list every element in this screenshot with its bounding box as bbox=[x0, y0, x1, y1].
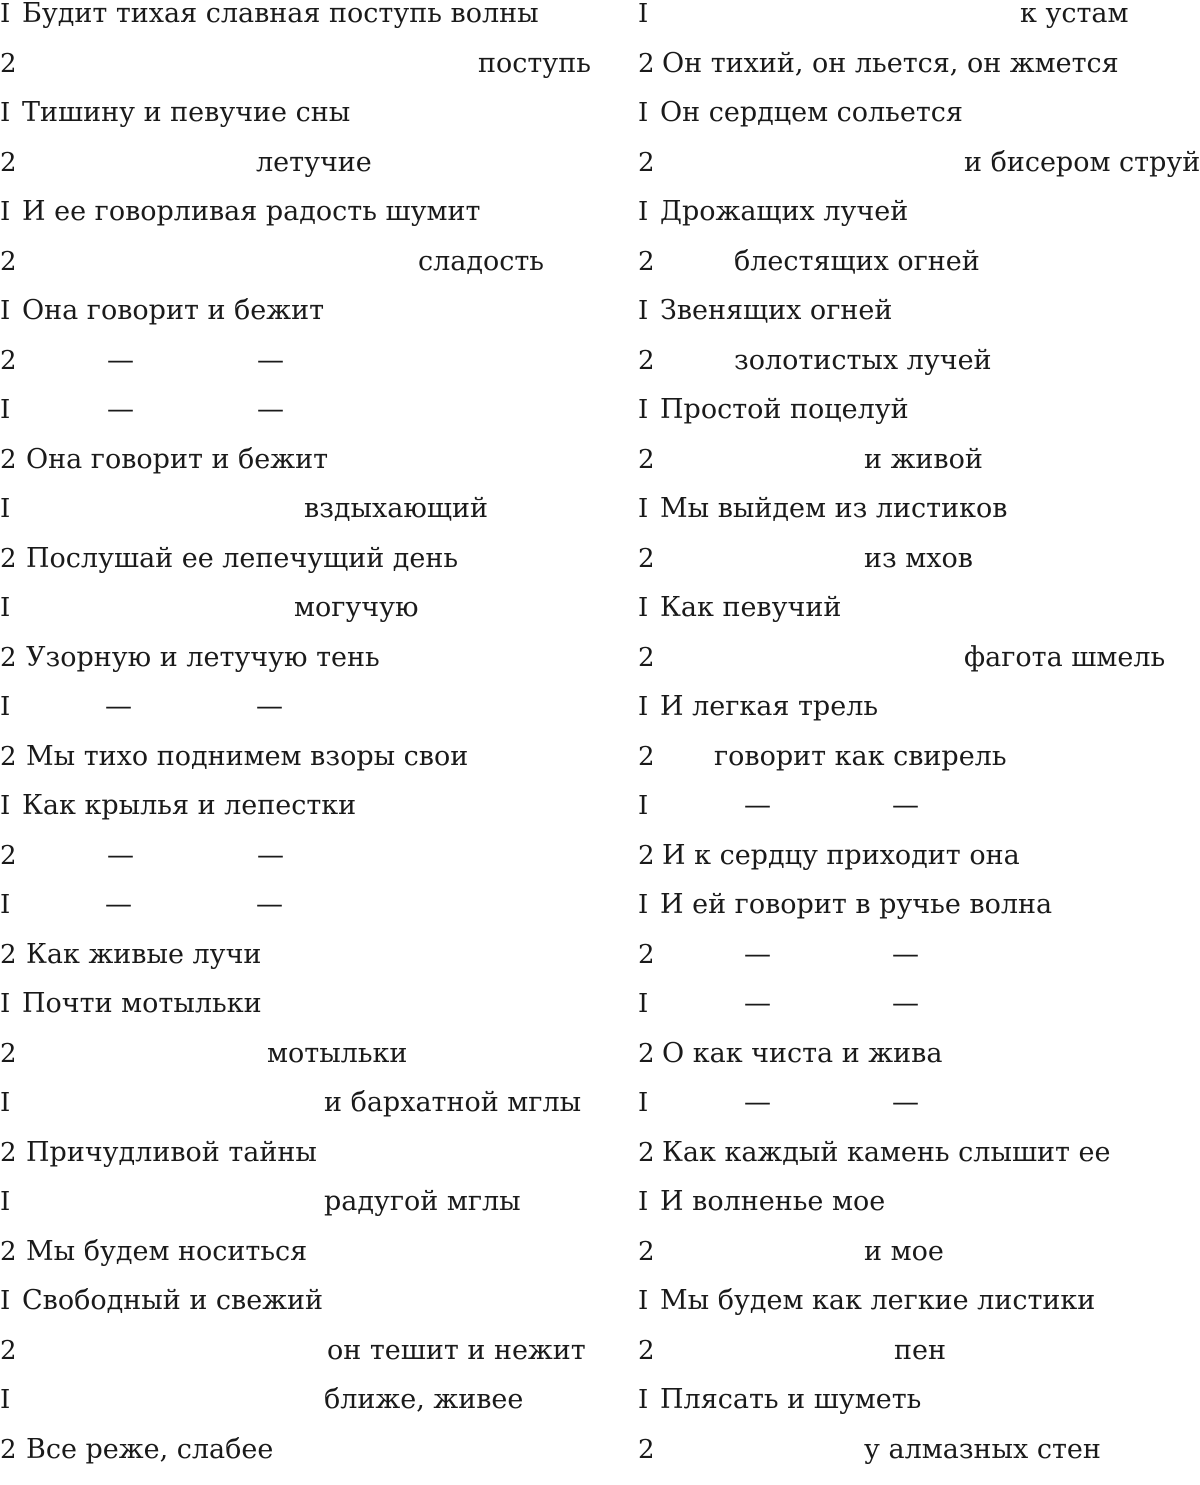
line-text: Звенящих огней bbox=[660, 295, 893, 326]
line-text: сладость bbox=[418, 245, 545, 277]
poem-line bbox=[0, 542, 459, 594]
poem-line bbox=[0, 889, 283, 940]
poem-line bbox=[0, 146, 372, 198]
speaker-number: I bbox=[638, 395, 649, 425]
line-text: и бархатной мглы bbox=[324, 1087, 582, 1118]
speaker-number: I bbox=[638, 1385, 649, 1415]
poem-line bbox=[638, 1087, 919, 1138]
line-text: блестящих огней bbox=[734, 245, 980, 277]
line-text: мотыльки bbox=[267, 1037, 408, 1069]
speaker-number: 2 bbox=[0, 48, 17, 79]
line-text: — bbox=[107, 839, 134, 871]
poem-line bbox=[0, 245, 545, 297]
line-text: Он тихий, он льется, он жмется bbox=[662, 47, 1119, 79]
speaker-number: I bbox=[0, 1088, 11, 1118]
speaker-number: 2 bbox=[0, 840, 17, 871]
speaker-number: 2 bbox=[0, 741, 17, 772]
poem-line bbox=[0, 493, 488, 544]
poem-line bbox=[638, 790, 919, 841]
line-text: — bbox=[105, 889, 132, 920]
poem-line bbox=[0, 839, 284, 891]
poem-line bbox=[0, 97, 351, 148]
speaker-number: 2 bbox=[638, 1137, 655, 1168]
speaker-number: 2 bbox=[638, 1335, 655, 1366]
line-text: Дрожащих лучей bbox=[660, 196, 909, 227]
speaker-number: I bbox=[0, 692, 11, 722]
line-text: пен bbox=[894, 1334, 946, 1366]
poem-line bbox=[638, 740, 1007, 792]
speaker-number: I bbox=[638, 98, 649, 128]
speaker-number: I bbox=[638, 0, 649, 29]
speaker-number: I bbox=[638, 494, 649, 524]
line-text: вздыхающий bbox=[304, 493, 488, 524]
line-text: летучие bbox=[256, 146, 372, 178]
speaker-number: I bbox=[638, 296, 649, 326]
poem-line bbox=[0, 47, 591, 99]
line-text: Плясать и шуметь bbox=[660, 1384, 922, 1415]
line-text: Мы тихо поднимем взоры свои bbox=[26, 740, 469, 772]
line-text: — bbox=[744, 1087, 771, 1118]
speaker-number: I bbox=[638, 989, 649, 1019]
poem-line bbox=[0, 691, 283, 742]
poem-line bbox=[638, 1037, 943, 1089]
speaker-number: 2 bbox=[638, 1236, 655, 1267]
line-text: золотистых лучей bbox=[734, 344, 992, 376]
line-text: — bbox=[892, 938, 919, 970]
line-text: Все реже, слабее bbox=[26, 1433, 274, 1465]
poem-line bbox=[638, 938, 919, 990]
speaker-number: I bbox=[0, 791, 11, 821]
poem-line bbox=[638, 394, 909, 445]
line-text: — bbox=[744, 938, 771, 970]
speaker-number: 2 bbox=[638, 1434, 655, 1465]
poem-line bbox=[638, 542, 973, 594]
line-text: Она говорит и бежит bbox=[22, 295, 325, 326]
poem-line bbox=[638, 1433, 1101, 1485]
line-text: к устам bbox=[1020, 0, 1129, 29]
line-text: — bbox=[892, 1087, 919, 1118]
speaker-number: I bbox=[0, 296, 11, 326]
poem-line bbox=[0, 295, 325, 346]
line-text: — bbox=[257, 394, 284, 425]
speaker-number: I bbox=[0, 890, 11, 920]
poem-line bbox=[0, 0, 539, 49]
poem-line bbox=[0, 394, 284, 445]
line-text: — bbox=[105, 691, 132, 722]
line-text: и живой bbox=[864, 443, 983, 475]
speaker-number: 2 bbox=[638, 444, 655, 475]
line-text: Он сердцем сольется bbox=[660, 97, 963, 128]
speaker-number: 2 bbox=[638, 642, 655, 673]
poem-line bbox=[638, 97, 963, 148]
poem-line bbox=[638, 1285, 1096, 1336]
poem-line bbox=[0, 790, 357, 841]
line-text: поступь bbox=[478, 47, 591, 79]
speaker-number: I bbox=[638, 890, 649, 920]
line-text: он тешит и нежит bbox=[327, 1334, 586, 1366]
speaker-number: I bbox=[0, 1187, 11, 1217]
poem-line bbox=[638, 691, 879, 742]
speaker-number: I bbox=[638, 1187, 649, 1217]
line-text: говорит как свирель bbox=[714, 740, 1007, 772]
speaker-number: 2 bbox=[638, 543, 655, 574]
line-text: и мое bbox=[864, 1235, 944, 1267]
speaker-number: 2 bbox=[0, 1236, 17, 1267]
speaker-number: I bbox=[638, 197, 649, 227]
line-text: радугой мглы bbox=[324, 1186, 521, 1217]
line-text: Будит тихая славная поступь волны bbox=[22, 0, 539, 29]
speaker-number: I bbox=[638, 1088, 649, 1118]
poem-line bbox=[638, 245, 980, 297]
line-text: — bbox=[107, 394, 134, 425]
speaker-number: 2 bbox=[638, 741, 655, 772]
line-text: могучую bbox=[294, 592, 419, 623]
line-text: И ей говорит в ручье волна bbox=[660, 889, 1053, 920]
speaker-number: I bbox=[0, 0, 11, 29]
line-text: ближе, живее bbox=[324, 1384, 524, 1415]
poem-line bbox=[0, 443, 329, 495]
speaker-number: 2 bbox=[638, 48, 655, 79]
speaker-number: 2 bbox=[0, 543, 17, 574]
speaker-number: I bbox=[0, 989, 11, 1019]
speaker-number: 2 bbox=[0, 246, 17, 277]
line-text: Мы будем носиться bbox=[26, 1235, 308, 1267]
poem-line bbox=[638, 295, 893, 346]
speaker-number: I bbox=[0, 1385, 11, 1415]
line-text: из мхов bbox=[864, 542, 973, 574]
poem-line bbox=[638, 196, 909, 247]
poem-line bbox=[0, 740, 469, 792]
poem-line bbox=[0, 1384, 524, 1435]
speaker-number: I bbox=[638, 692, 649, 722]
poem-line bbox=[0, 641, 380, 693]
line-text: — bbox=[744, 988, 771, 1019]
poem-line bbox=[638, 1186, 886, 1237]
line-text: — bbox=[744, 790, 771, 821]
line-text: Как певучий bbox=[660, 592, 842, 623]
speaker-number: I bbox=[0, 395, 11, 425]
line-text: Тишину и певучие сны bbox=[22, 97, 351, 128]
line-text: — bbox=[892, 988, 919, 1019]
line-text: — bbox=[256, 691, 283, 722]
poem-line bbox=[638, 988, 919, 1039]
line-text: О как чиста и жива bbox=[662, 1037, 943, 1069]
speaker-number: I bbox=[638, 791, 649, 821]
line-text: — bbox=[256, 889, 283, 920]
line-text: Узорную и летучую тень bbox=[26, 641, 380, 673]
speaker-number: 2 bbox=[0, 1038, 17, 1069]
poem-line bbox=[0, 344, 284, 396]
line-text: фагота шмель bbox=[964, 641, 1166, 673]
line-text: Как крылья и лепестки bbox=[22, 790, 357, 821]
line-text: — bbox=[892, 790, 919, 821]
poem-line bbox=[0, 1087, 582, 1138]
line-text: Простой поцелуй bbox=[660, 394, 909, 425]
line-text: Причудливой тайны bbox=[26, 1136, 317, 1168]
line-text: — bbox=[107, 344, 134, 376]
poem-line bbox=[638, 47, 1119, 99]
line-text: Послушай ее лепечущий день bbox=[26, 542, 459, 574]
speaker-number: I bbox=[0, 197, 11, 227]
poem-line bbox=[638, 1136, 1111, 1188]
speaker-number: I bbox=[638, 1286, 649, 1316]
line-text: И легкая трель bbox=[660, 691, 879, 722]
right-column bbox=[638, 0, 1200, 1465]
poem-line bbox=[638, 1384, 922, 1435]
poem-line bbox=[0, 196, 481, 247]
line-text: И волненье мое bbox=[660, 1186, 886, 1217]
line-text: Мы будем как легкие листики bbox=[660, 1285, 1096, 1316]
poem-line bbox=[0, 1433, 274, 1485]
speaker-number: I bbox=[0, 98, 11, 128]
speaker-number: 2 bbox=[638, 1038, 655, 1069]
poem-line bbox=[0, 1136, 317, 1188]
left-column bbox=[0, 0, 600, 1465]
line-text: — bbox=[257, 839, 284, 871]
poem-line bbox=[638, 146, 1200, 198]
speaker-number: I bbox=[0, 593, 11, 623]
poem-line bbox=[0, 592, 419, 643]
speaker-number: 2 bbox=[0, 345, 17, 376]
poem-line bbox=[638, 1235, 944, 1287]
speaker-number: 2 bbox=[0, 939, 17, 970]
speaker-number: 2 bbox=[638, 840, 655, 871]
line-text: И к сердцу приходит она bbox=[662, 839, 1020, 871]
line-text: Мы выйдем из листиков bbox=[660, 493, 1008, 524]
line-text: у алмазных стен bbox=[864, 1433, 1101, 1465]
speaker-number: 2 bbox=[638, 147, 655, 178]
poem-line bbox=[0, 1285, 324, 1336]
speaker-number: 2 bbox=[638, 345, 655, 376]
poem-line bbox=[0, 938, 262, 990]
line-text: Она говорит и бежит bbox=[26, 443, 329, 475]
poem-line bbox=[638, 493, 1008, 544]
poem-line bbox=[638, 839, 1020, 891]
poem-line bbox=[638, 1334, 946, 1386]
poem-line bbox=[638, 641, 1166, 693]
speaker-number: 2 bbox=[0, 642, 17, 673]
line-text: и бисером струй bbox=[964, 146, 1200, 178]
speaker-number: 2 bbox=[0, 147, 17, 178]
speaker-number: 2 bbox=[0, 444, 17, 475]
poem-line bbox=[0, 988, 262, 1039]
speaker-number: 2 bbox=[638, 246, 655, 277]
line-text: И ее говорливая радость шумит bbox=[22, 196, 481, 227]
poem-line bbox=[638, 344, 992, 396]
speaker-number: I bbox=[0, 494, 11, 524]
speaker-number: 2 bbox=[0, 1137, 17, 1168]
speaker-number: 2 bbox=[0, 1434, 17, 1465]
poem-line bbox=[638, 889, 1053, 940]
poem-line bbox=[0, 1334, 586, 1386]
poem-line bbox=[638, 592, 842, 643]
speaker-number: 2 bbox=[638, 939, 655, 970]
speaker-number: 2 bbox=[0, 1335, 17, 1366]
poem-line bbox=[0, 1037, 408, 1089]
poem-line bbox=[638, 443, 983, 495]
poem-line bbox=[638, 0, 1129, 49]
line-text: Как каждый камень слышит ее bbox=[662, 1136, 1111, 1168]
line-text: Почти мотыльки bbox=[22, 988, 262, 1019]
poem-line bbox=[0, 1235, 308, 1287]
line-text: — bbox=[257, 344, 284, 376]
speaker-number: I bbox=[638, 593, 649, 623]
line-text: Свободный и свежий bbox=[22, 1285, 324, 1316]
line-text: Как живые лучи bbox=[26, 938, 262, 970]
poem-line bbox=[0, 1186, 521, 1237]
speaker-number: I bbox=[0, 1286, 11, 1316]
